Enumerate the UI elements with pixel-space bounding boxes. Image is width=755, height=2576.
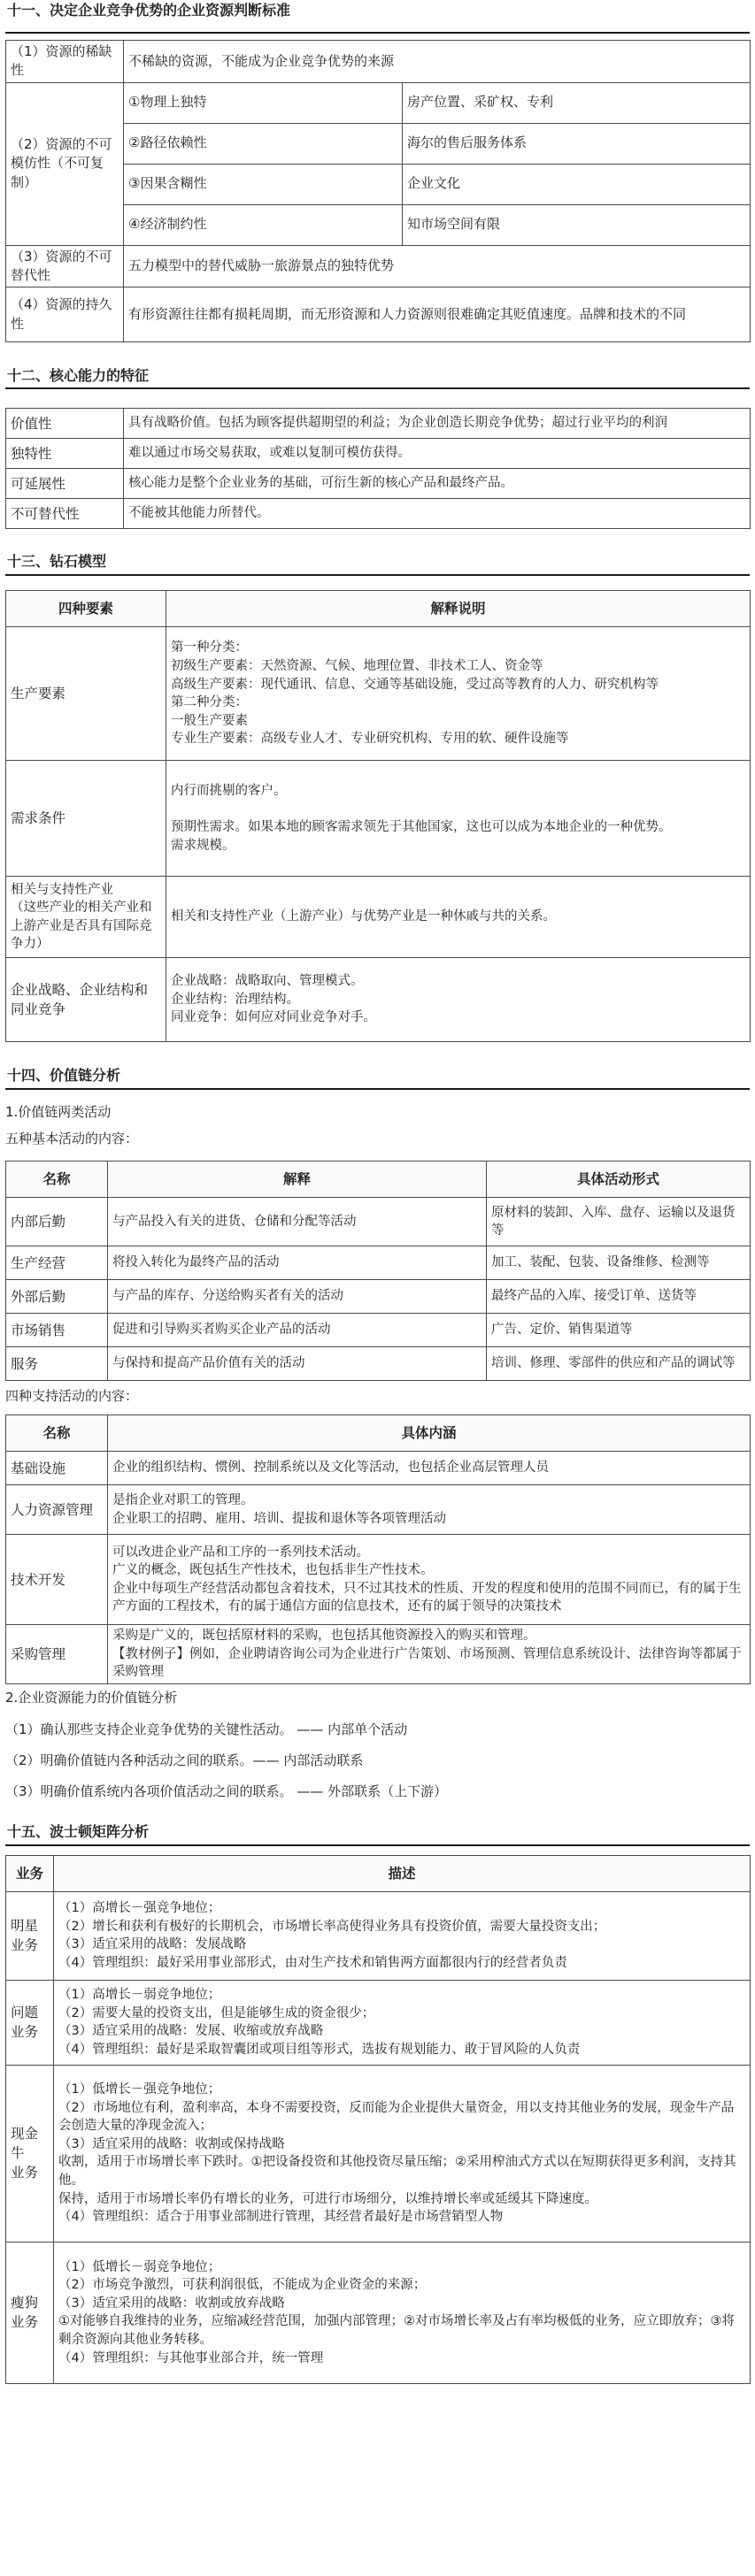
table-header-row xyxy=(6,1415,751,1452)
support-text: 采购是广义的，既包括原材料的采购，也包括其他资源投入的购买和管理。 【教材例子】例如，企业聘请咨询公司为企业进行广告策划、市场预测、管理信息系统设计、法律咨询等都属于采购管理 xyxy=(108,1625,751,1684)
factor-name: 需求条件 xyxy=(6,761,166,877)
activity-explanation: 促进和引导购买者购买企业产品的活动 xyxy=(108,1314,487,1347)
criteria-label: （1）资源的稀缺性 xyxy=(6,41,124,83)
feature-label: 价值性 xyxy=(6,409,124,439)
activity-explanation: 与保持和提高产品价值有关的活动 xyxy=(108,1347,487,1381)
table-row xyxy=(6,1198,751,1246)
column-header: 具体内涵 xyxy=(108,1415,751,1452)
table-row xyxy=(6,41,751,83)
activity-forms: 加工、装配、包装、设备维修、检测等 xyxy=(487,1246,751,1280)
table-row xyxy=(6,1485,751,1535)
feature-desc: 具有战略价值。包括为顾客提供超期望的利益；为企业创造长期竞争优势；超过行业平均的利润 xyxy=(124,409,751,439)
subheading: 1.价值链两类活动 xyxy=(5,1104,112,1121)
imitability-item: ③因果含糊性 xyxy=(124,164,403,204)
table-row xyxy=(6,761,751,877)
criteria-label: （3）资源的不可替代性 xyxy=(6,245,124,288)
table-header-row xyxy=(6,1855,751,1891)
activity-name: 外部后勤 xyxy=(6,1280,108,1314)
basic-activities-table xyxy=(5,1161,751,1381)
table-row xyxy=(6,1891,751,1980)
analysis-point: （1）确认那些支持企业竞争优势的关键性活动。 —— 内部单个活动 xyxy=(5,1721,408,1737)
table-row xyxy=(6,1314,751,1347)
table-row xyxy=(6,245,751,288)
table-row xyxy=(6,439,751,469)
factor-name: 相关与支持性产业 （这些产业的相关产业和上游产业是否具有国际竞争力） xyxy=(6,877,166,958)
activity-forms: 培训、修理、零部件的供应和产品的调试等 xyxy=(487,1347,751,1381)
imitability-item: ④经济制约性 xyxy=(124,204,403,245)
section-title-14: 十四、价值链分析 xyxy=(5,1054,750,1090)
table-row xyxy=(6,288,751,342)
support-activities-table xyxy=(5,1414,751,1684)
support-activities-intro: 四种支持活动的内容： xyxy=(5,1388,139,1405)
feature-label: 不可替代性 xyxy=(6,499,124,529)
activity-explanation: 将投入转化为最终产品的活动 xyxy=(108,1246,487,1280)
support-name: 采购管理 xyxy=(6,1625,108,1684)
criteria-desc: 不稀缺的资源，不能成为企业竞争优势的来源 xyxy=(124,41,751,83)
basic-activities-intro: 五种基本活动的内容： xyxy=(5,1131,139,1147)
feature-label: 可延展性 xyxy=(6,469,124,499)
section-title-15: 十五、波士顿矩阵分析 xyxy=(5,1811,750,1846)
imitability-example: 房产位置、采矿权、专利 xyxy=(403,82,751,123)
factor-explanation: 企业战略：战略取向、管理模式。 企业结构：治理结构。 同业竞争：如何应对同业竞争对手。 xyxy=(166,958,751,1042)
imitability-example: 海尔的售后服务体系 xyxy=(403,123,751,164)
bcg-matrix-table xyxy=(5,1855,751,2384)
factor-explanation: 相关和支持性产业（上游产业）与优势产业是一种休戚与共的关系。 xyxy=(166,877,751,958)
column-header: 业务 xyxy=(6,1855,54,1891)
analysis-point: （2）明确价值链内各种活动之间的联系。—— 内部活动联系 xyxy=(5,1752,364,1768)
factor-explanation: 第一种分类： 初级生产要素：天然资源、气候、地理位置、非技术工人、资金等 高级生产要素：现代通讯、信息、交通等基础设施，受过高等教育的人力、研究机构等 第二种分类： 一般生产要素 专业生产要素：高级专业人才、专业研究机构、专用的软、硬件设施等 xyxy=(166,627,751,761)
business-description: （1）低增长－弱竞争地位； （2）市场竞争激烈，可获利润很低，不能成为企业资金的来源； （3）适宜采用的战略：收割或放弃战略 ①对能够自我维持的业务，应缩减经营范围，加强内部管理；②对市场增长率及占有率均极低的业务，应立即放弃；③将剩余资源向其他业务转移。 （4）管理组织：与其他事业部合并，统一管理 xyxy=(54,2242,751,2383)
analysis-point: （3）明确价值系统内各项价值活动之间的联系。 —— 外部联系（上下游） xyxy=(5,1782,448,1799)
support-name: 人力资源管理 xyxy=(6,1485,108,1535)
activity-forms: 原材料的装卸、入库、盘存、运输以及退货等 xyxy=(487,1198,751,1246)
table-row xyxy=(6,1452,751,1485)
criteria-label: （2）资源的不可模仿性（不可复制） xyxy=(6,82,124,245)
activity-forms: 最终产品的入库、接受订单、送货等 xyxy=(487,1280,751,1314)
business-type: 瘦狗 业务 xyxy=(6,2242,54,2383)
business-type: 明星 业务 xyxy=(6,1891,54,1980)
support-text: 可以改进企业产品和工序的一系列技术活动。 广义的概念，既包括生产性技术，也包括非生产性技术。 企业中每项生产经营活动都包含着技术，只不过其技术的性质、开发的程度和使用的范围不同而已，有的属于生产方面的工程技术，有的属于通信方面的信息技术，还有的属于领导的决策技术 xyxy=(108,1535,751,1625)
criteria-desc: 有形资源往往都有损耗周期，而无形资源和人力资源则很难确定其贬值速度。品牌和技术的不同 xyxy=(124,288,751,342)
business-description: （1）高增长－强竞争地位； （2）增长和获利有极好的长期机会，市场增长率高使得业务具有投资价值，需要大量投资支出； （3）适宜采用的战略：发展战略 （4）管理组织：最好采用事业部形式，由对生产技术和销售两方面都很内行的经营者负责 xyxy=(54,1891,751,1980)
table-row xyxy=(6,1280,751,1314)
feature-desc: 核心能力是整个企业业务的基础，可衍生新的核心产品和最终产品。 xyxy=(124,469,751,499)
table-row xyxy=(6,469,751,499)
factor-name: 生产要素 xyxy=(6,627,166,761)
support-text: 企业的组织结构、惯例、控制系统以及文化等活动，也包括企业高层管理人员 xyxy=(108,1452,751,1485)
feature-label: 独特性 xyxy=(6,439,124,469)
table-row xyxy=(6,1535,751,1625)
table-row xyxy=(6,1246,751,1280)
factor-explanation: 内行而挑剔的客户。 预期性需求。如果本地的顾客需求领先于其他国家，这也可以成为本地企业的一种优势。 需求规模。 xyxy=(166,761,751,877)
criteria-desc: 五力模型中的替代威胁一旅游景点的独特优势 xyxy=(124,245,751,288)
activity-name: 生产经营 xyxy=(6,1246,108,1280)
imitability-item: ②路径依赖性 xyxy=(124,123,403,164)
activity-explanation: 与产品投入有关的进货、仓储和分配等活动 xyxy=(108,1198,487,1246)
subheading: 2.企业资源能力的价值链分析 xyxy=(5,1689,178,1706)
support-text: 是指企业对职工的管理。 企业职工的招聘、雇用、培训、提拔和退休等各项管理活动 xyxy=(108,1485,751,1535)
column-header: 名称 xyxy=(6,1162,108,1198)
business-description: （1）高增长－弱竞争地位； （2）需要大量的投资支出，但是能够生成的资金很少； （3）适宜采用的战略：发展、收缩或放弃战略 （4）管理组织：最好是采取智囊团或项目组等形式，选拔有规划能力、敢于冒风险的人负责 xyxy=(54,1980,751,2065)
table-row xyxy=(6,2065,751,2242)
column-header: 四种要素 xyxy=(6,591,166,627)
support-name: 基础设施 xyxy=(6,1452,108,1485)
imitability-item: ①物理上独特 xyxy=(124,82,403,123)
diamond-model-table xyxy=(5,590,751,1042)
imitability-example: 知市场空间有限 xyxy=(403,204,751,245)
imitability-example: 企业文化 xyxy=(403,164,751,204)
column-header: 解释说明 xyxy=(166,591,751,627)
table-header-row xyxy=(6,1162,751,1198)
activity-name: 内部后勤 xyxy=(6,1198,108,1246)
table-row xyxy=(6,1347,751,1381)
section-title-11: 十一、决定企业竞争优势的企业资源判断标准 xyxy=(5,0,750,34)
table-row xyxy=(6,627,751,761)
table-row xyxy=(6,499,751,529)
table-header-row xyxy=(6,591,751,627)
feature-desc: 不能被其他能力所替代。 xyxy=(124,499,751,529)
table-row xyxy=(6,958,751,1042)
table-row xyxy=(6,1980,751,2065)
column-header: 名称 xyxy=(6,1415,108,1452)
table-row xyxy=(6,877,751,958)
activity-name: 市场销售 xyxy=(6,1314,108,1347)
section-title-12: 十二、核心能力的特征 xyxy=(5,356,750,389)
table-row xyxy=(6,1625,751,1684)
criteria-label: （4）资源的持久性 xyxy=(6,288,124,342)
activity-name: 服务 xyxy=(6,1347,108,1381)
feature-desc: 难以通过市场交易获取，或难以复制可模仿获得。 xyxy=(124,439,751,469)
column-header: 解释 xyxy=(108,1162,487,1198)
column-header: 具体活动形式 xyxy=(487,1162,751,1198)
business-type: 现金牛 业务 xyxy=(6,2065,54,2242)
business-type: 问题 业务 xyxy=(6,1980,54,2065)
column-header: 描述 xyxy=(54,1855,751,1891)
activity-explanation: 与产品的库存、分送给购买者有关的活动 xyxy=(108,1280,487,1314)
support-name: 技术开发 xyxy=(6,1535,108,1625)
resource-criteria-table xyxy=(5,40,751,342)
section-title-13: 十三、钻石模型 xyxy=(5,541,750,576)
table-row xyxy=(6,82,751,123)
factor-name: 企业战略、企业结构和同业竞争 xyxy=(6,958,166,1042)
table-row xyxy=(6,409,751,439)
table-row xyxy=(6,2242,751,2383)
business-description: （1）低增长－强竞争地位； （2）市场地位有利，盈利率高，本身不需要投资，反而能为企业提供大量资金，用以支持其他业务的发展，现金牛产品会创造大量的净现金流入； （3）适宜采用的战略：收割或保持战略 收割，适用于市场增长率下跌时。①把设备投资和其他投资尽量压缩；②采用榨油式方式以在短期获得更多利润，支持其他。 保持，适用于市场增长率仍有增长的业务，可进行市场细分，以维持增长率或延缓其下降速度。 （4）管理组织：适合于用事业部制进行管理，其经营者最好是市场营销型人物 xyxy=(54,2065,751,2242)
core-competence-table xyxy=(5,408,751,529)
activity-forms: 广告、定价、销售渠道等 xyxy=(487,1314,751,1347)
